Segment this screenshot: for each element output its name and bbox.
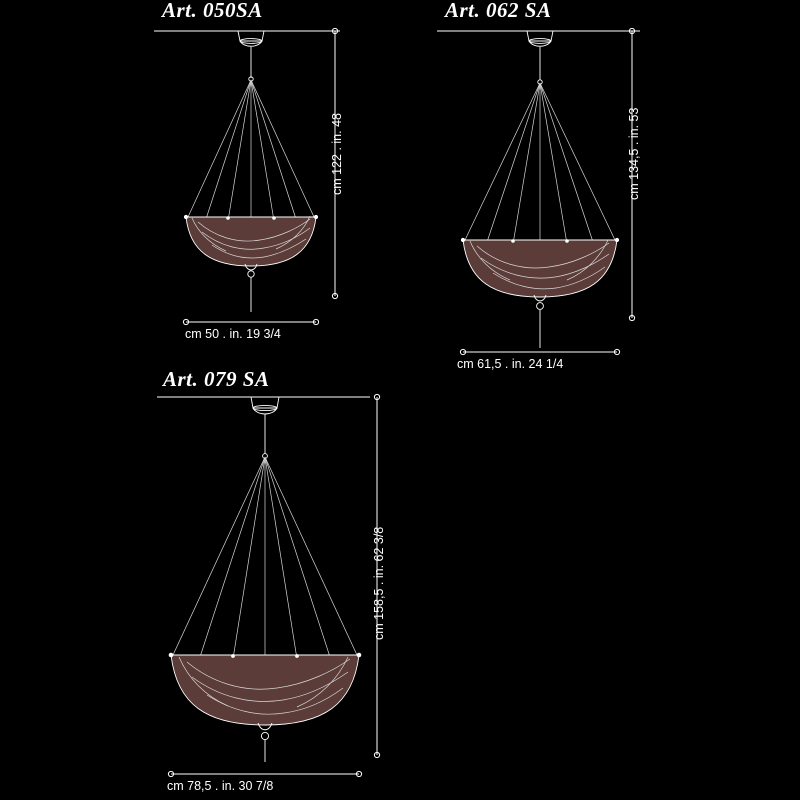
- figure-art-079sa: [145, 367, 405, 793]
- figure-art-050sa: [140, 0, 360, 345]
- width-dimension-label-art-079sa: cm 78,5 . in. 30 7/8: [167, 779, 274, 793]
- drawing-art-079sa: [145, 370, 405, 790]
- figure-title-art-062sa: Art. 062 SA: [445, 0, 552, 22]
- height-dimension-label-art-062sa: cm 134,5 . in. 53: [627, 107, 641, 200]
- width-dimension-label-art-062sa: cm 61,5 . in. 24 1/4: [457, 357, 564, 371]
- height-dimension-label-art-079sa: cm 158,5 . in. 62 3/8: [372, 526, 386, 640]
- figure-art-062sa: [425, 0, 675, 380]
- figure-title-art-050sa: Art. 050SA: [162, 0, 263, 22]
- width-dimension-label-art-050sa: cm 50 . in. 19 3/4: [185, 327, 281, 341]
- drawing-art-050sa: [140, 0, 360, 345]
- figure-title-art-079sa: Art. 079 SA: [163, 367, 270, 391]
- height-dimension-label-art-050sa: cm 122 . in. 48: [330, 113, 344, 195]
